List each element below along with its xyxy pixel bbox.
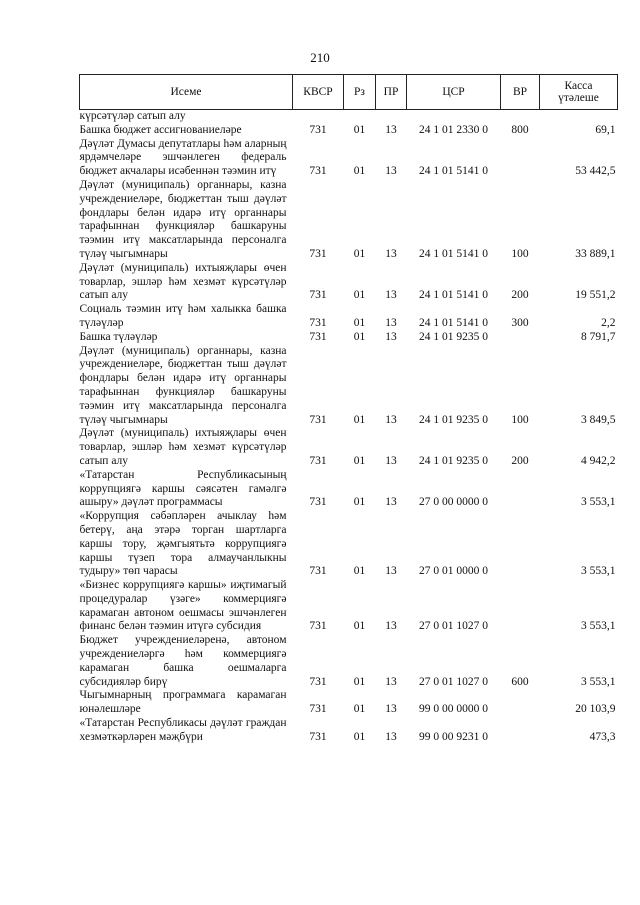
cell-rz: 01 bbox=[353, 675, 366, 688]
cell-pr: 13 bbox=[385, 413, 397, 426]
table-row bbox=[80, 124, 618, 138]
cell-csr: 24 1 01 5141 0 bbox=[419, 247, 488, 260]
cell-amount: 8 791,7 bbox=[581, 330, 616, 343]
cell-rz: 01 bbox=[353, 496, 366, 509]
cell-pr: 13 bbox=[385, 703, 397, 716]
cell-pr: 13 bbox=[385, 316, 397, 329]
cell-vr bbox=[501, 138, 540, 179]
cell-csr: 24 1 01 9235 0 bbox=[419, 413, 488, 426]
table-row bbox=[80, 262, 618, 303]
header-kassa: Касса үтәлеше bbox=[540, 75, 618, 110]
cell-pr: 13 bbox=[385, 289, 397, 302]
table-row bbox=[80, 717, 618, 745]
cell-amount: 3 849,5 bbox=[581, 413, 616, 426]
cell-kvsr: 731 bbox=[309, 413, 327, 426]
cell-name: «Коррупция сәбәпләрен ачыклау һәм бетерү, аңа этәрә торган шартларга каршы тору, җәмгыятьтә коррупциягә каршы түзеп тора алмаучанлыкны тудыру» төп чарасы bbox=[79, 510, 287, 578]
cell-rz: 01 bbox=[353, 703, 366, 716]
cell-pr: 13 bbox=[385, 330, 397, 343]
table-row bbox=[80, 138, 618, 179]
cell-csr: 24 1 01 2330 0 bbox=[419, 123, 488, 136]
page-number: 210 bbox=[310, 50, 330, 65]
cell-name: Дәүләт Думасы депутатлары һәм аларның ярдәмчеләре эшчәнлеген федераль бюджет акчалары исәбеннән тәэмин итү bbox=[79, 137, 287, 178]
cell-pr: 13 bbox=[385, 496, 397, 509]
cell-name: «Бизнес коррупциягә каршы» иҗтимагый процедуралар үзәге» коммерциягә карамаган автоном оешмасы эшчәнлеген финанс белән тәэмин итүгә субсидия bbox=[79, 579, 287, 633]
cell-kvsr: 731 bbox=[309, 565, 327, 578]
cell-amount: 3 553,1 bbox=[581, 620, 616, 633]
cell-vr: 100 bbox=[511, 247, 529, 260]
cell-amount: 20 103,9 bbox=[575, 703, 616, 716]
cell-kvsr: 731 bbox=[309, 730, 327, 743]
cell-rz: 01 bbox=[353, 330, 366, 343]
cell-vr bbox=[501, 469, 540, 510]
cell-rz: 01 bbox=[353, 730, 366, 743]
table-row bbox=[80, 510, 618, 579]
cell-rz: 01 bbox=[353, 289, 366, 302]
cell-name: Дәүләт (муниципаль) ихтыяҗлары өчен товарлар, эшләр һәм хезмәт күрсәтүләр сатып алу bbox=[79, 427, 287, 467]
cell-kvsr: 731 bbox=[309, 289, 327, 302]
cell-pr bbox=[376, 110, 407, 124]
cell-vr: 100 bbox=[511, 413, 529, 426]
cell-rz: 01 bbox=[353, 165, 366, 178]
cell-pr: 13 bbox=[385, 247, 397, 260]
cell-amount bbox=[540, 110, 618, 124]
cell-rz: 01 bbox=[353, 247, 366, 260]
cell-pr: 13 bbox=[385, 565, 397, 578]
cell-vr bbox=[501, 110, 540, 124]
cell-kvsr bbox=[293, 110, 344, 124]
cell-amount: 69,1 bbox=[595, 123, 616, 136]
table-body bbox=[80, 110, 618, 745]
cell-vr: 300 bbox=[511, 316, 529, 329]
cell-name: Башка бюджет ассигнованиеләре bbox=[79, 123, 242, 136]
cell-rz: 01 bbox=[353, 565, 366, 578]
header-kvsr: КВСР bbox=[293, 75, 344, 110]
table-row bbox=[80, 469, 618, 510]
cell-kvsr: 731 bbox=[309, 247, 327, 260]
cell-rz: 01 bbox=[353, 413, 366, 426]
cell-csr: 27 0 01 1027 0 bbox=[419, 620, 488, 633]
table-row bbox=[80, 303, 618, 331]
cell-kvsr: 731 bbox=[309, 165, 327, 178]
cell-rz: 01 bbox=[353, 123, 366, 136]
cell-amount: 19 551,2 bbox=[575, 289, 616, 302]
header-name: Исеме bbox=[80, 75, 293, 110]
cell-csr: 24 1 01 5141 0 bbox=[419, 289, 488, 302]
table-row bbox=[80, 427, 618, 468]
cell-amount: 3 553,1 bbox=[581, 565, 616, 578]
cell-kvsr: 731 bbox=[309, 620, 327, 633]
cell-kvsr: 731 bbox=[309, 675, 327, 688]
cell-vr bbox=[501, 689, 540, 717]
cell-pr: 13 bbox=[385, 620, 397, 633]
cell-name: күрсәтүләр сатып алу bbox=[79, 110, 186, 122]
cell-vr: 800 bbox=[511, 123, 529, 136]
cell-csr: 99 0 00 9231 0 bbox=[419, 730, 488, 743]
table-row bbox=[80, 634, 618, 689]
cell-kvsr: 731 bbox=[309, 123, 327, 136]
cell-kvsr: 731 bbox=[309, 703, 327, 716]
cell-rz: 01 bbox=[353, 454, 366, 467]
header-rz: Рз bbox=[344, 75, 376, 110]
cell-kvsr: 731 bbox=[309, 316, 327, 329]
cell-vr: 600 bbox=[511, 675, 529, 688]
table-row bbox=[80, 331, 618, 345]
cell-amount: 473,3 bbox=[589, 730, 616, 743]
cell-pr: 13 bbox=[385, 123, 397, 136]
cell-name: Дәүләт (муниципаль) органнары, казна учреждениеләре, бюджеттан тыш дәүләт фондлары белән идарә итү органнары тарафыннан функцияләр башкаруны тәэмин итү максатларында персоналга түләү чыгымнары bbox=[79, 178, 287, 260]
table-row bbox=[80, 179, 618, 262]
cell-name: Дәүләт (муниципаль) ихтыяҗлары өчен товарлар, эшләр һәм хезмәт күрсәтүләр сатып алу bbox=[79, 261, 287, 302]
cell-name: Дәүләт (муниципаль) органнары, казна учреждениеләре, бюджеттан тыш дәүләт фондлары белән идарә итү органнары тарафыннан функцияләр башкаруны тәэмин итү максатларында персоналга түләү чыгымнары bbox=[79, 344, 287, 426]
cell-amount: 53 442,5 bbox=[575, 165, 616, 178]
header-csr: ЦСР bbox=[407, 75, 501, 110]
budget-table bbox=[79, 74, 618, 745]
cell-vr bbox=[501, 717, 540, 745]
cell-csr: 24 1 01 5141 0 bbox=[419, 165, 488, 178]
cell-name: Социаль тәэмин итү һәм халыкка башка түләүләр bbox=[79, 303, 287, 329]
cell-csr: 27 0 00 0000 0 bbox=[419, 496, 488, 509]
cell-name: Бюджет учреждениеләренә, автоном учреждениеләргә һәм коммерциягә карамаган башка оешмаларга субсидияләр бирү bbox=[79, 634, 287, 688]
cell-pr: 13 bbox=[385, 730, 397, 743]
cell-name: Башка түләүләр bbox=[79, 330, 158, 343]
cell-rz bbox=[344, 110, 376, 124]
table-row bbox=[80, 110, 618, 124]
cell-csr: 24 1 01 9235 0 bbox=[419, 330, 488, 343]
cell-name: «Татарстан Республикасы дәүләт граждан хезмәткәрләрен мәҗбүри bbox=[79, 717, 287, 743]
cell-vr: 200 bbox=[511, 289, 529, 302]
cell-rz: 01 bbox=[353, 620, 366, 633]
cell-csr: 24 1 01 5141 0 bbox=[419, 316, 488, 329]
cell-vr: 200 bbox=[511, 454, 529, 467]
cell-kvsr: 731 bbox=[309, 496, 327, 509]
table-row bbox=[80, 689, 618, 717]
header-vr: ВР bbox=[501, 75, 540, 110]
cell-amount: 4 942,2 bbox=[581, 454, 616, 467]
table-row bbox=[80, 345, 618, 428]
cell-vr bbox=[501, 579, 540, 634]
cell-kvsr: 731 bbox=[309, 330, 327, 343]
cell-csr: 27 0 01 1027 0 bbox=[419, 675, 488, 688]
cell-pr: 13 bbox=[385, 165, 397, 178]
cell-csr bbox=[407, 110, 501, 124]
cell-kvsr: 731 bbox=[309, 454, 327, 467]
cell-pr: 13 bbox=[385, 675, 397, 688]
cell-name: «Татарстан Республикасының коррупциягә каршы сәясәтен гамәлгә ашыру» дәүләт программасы bbox=[79, 468, 287, 509]
cell-name: Чыгымнарның программага карамаган юнәлешләре bbox=[79, 689, 287, 716]
table-row bbox=[80, 579, 618, 634]
cell-amount: 33 889,1 bbox=[575, 247, 616, 260]
header-pr: ПР bbox=[376, 75, 407, 110]
cell-csr: 24 1 01 9235 0 bbox=[419, 454, 488, 467]
cell-vr bbox=[501, 331, 540, 345]
cell-pr: 13 bbox=[385, 454, 397, 467]
cell-vr bbox=[501, 510, 540, 579]
cell-csr: 99 0 00 0000 0 bbox=[419, 703, 488, 716]
cell-csr: 27 0 01 0000 0 bbox=[419, 565, 488, 578]
table-header bbox=[80, 75, 618, 110]
cell-rz: 01 bbox=[353, 316, 366, 329]
cell-amount: 3 553,1 bbox=[581, 675, 616, 688]
cell-amount: 2,2 bbox=[601, 316, 616, 329]
cell-amount: 3 553,1 bbox=[581, 496, 616, 509]
